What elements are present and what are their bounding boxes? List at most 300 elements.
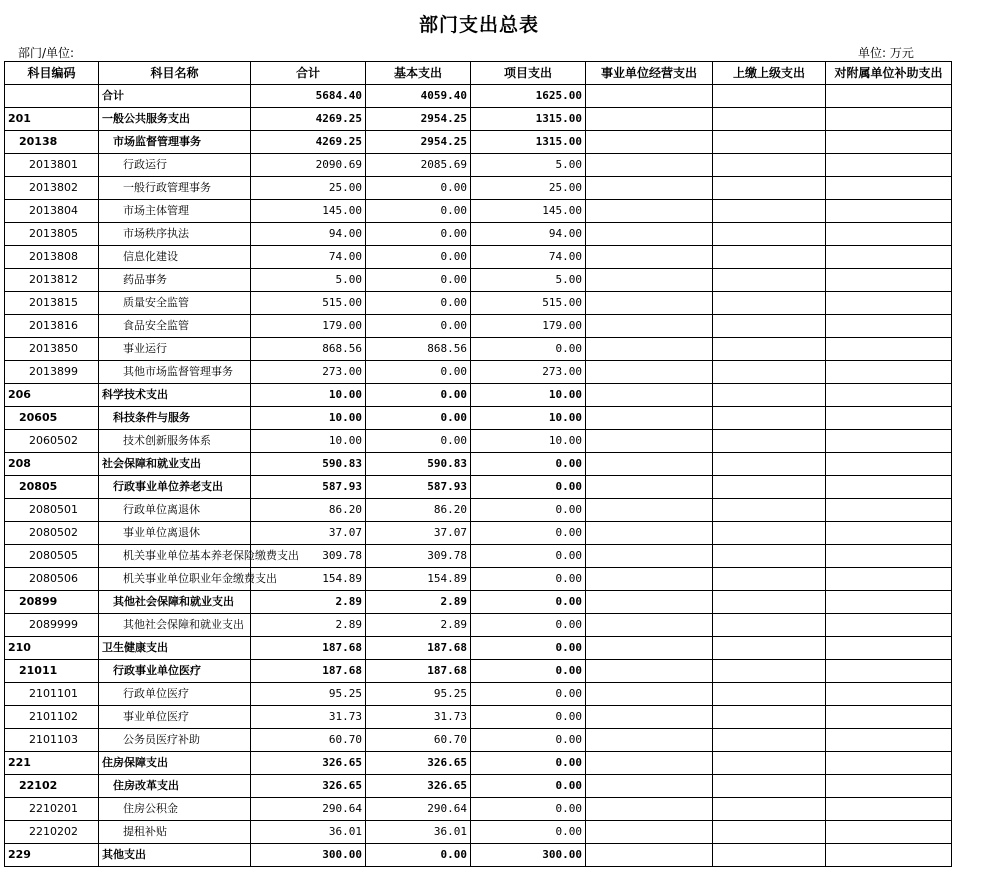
total-cell[interactable]: 4269.25 (251, 108, 366, 131)
name-cell[interactable]: 行政单位医疗 (99, 683, 251, 706)
name-cell[interactable]: 事业单位医疗 (99, 706, 251, 729)
basic-cell[interactable]: 0.00 (366, 361, 471, 384)
project-cell[interactable]: 0.00 (471, 775, 586, 798)
total-cell[interactable]: 25.00 (251, 177, 366, 200)
code-cell[interactable]: 2013805 (5, 223, 99, 246)
name-cell[interactable]: 行政单位离退休 (99, 499, 251, 522)
empty-cell[interactable] (826, 384, 952, 407)
basic-cell[interactable]: 290.64 (366, 798, 471, 821)
empty-cell[interactable] (826, 200, 952, 223)
total-cell[interactable]: 273.00 (251, 361, 366, 384)
name-cell[interactable]: 行政运行 (99, 154, 251, 177)
name-cell[interactable]: 一般行政管理事务 (99, 177, 251, 200)
empty-cell[interactable] (826, 154, 952, 177)
empty-cell[interactable] (826, 108, 952, 131)
name-cell[interactable]: 合计 (99, 85, 251, 108)
empty-cell[interactable] (586, 568, 713, 591)
project-cell[interactable]: 0.00 (471, 729, 586, 752)
empty-cell[interactable] (713, 453, 826, 476)
code-cell[interactable]: 2080505 (5, 545, 99, 568)
empty-cell[interactable] (586, 545, 713, 568)
name-cell[interactable]: 住房改革支出 (99, 775, 251, 798)
page-title: 部门支出总表 (418, 14, 539, 36)
empty-cell[interactable] (713, 338, 826, 361)
project-cell[interactable]: 179.00 (471, 315, 586, 338)
code-cell[interactable] (5, 85, 99, 108)
empty-cell[interactable] (713, 200, 826, 223)
total-cell[interactable]: 587.93 (251, 476, 366, 499)
name-cell[interactable]: 技术创新服务体系 (99, 430, 251, 453)
basic-cell[interactable]: 0.00 (366, 269, 471, 292)
project-cell[interactable]: 0.00 (471, 453, 586, 476)
code-cell[interactable]: 2060502 (5, 430, 99, 453)
basic-cell[interactable]: 326.65 (366, 775, 471, 798)
total-cell[interactable]: 94.00 (251, 223, 366, 246)
table-row (5, 315, 952, 338)
basic-cell[interactable]: 95.25 (366, 683, 471, 706)
empty-cell[interactable] (826, 775, 952, 798)
project-cell[interactable]: 10.00 (471, 407, 586, 430)
name-cell[interactable]: 事业单位离退休 (99, 522, 251, 545)
table-row (5, 200, 952, 223)
basic-cell[interactable]: 0.00 (366, 407, 471, 430)
name-cell[interactable]: 住房公积金 (99, 798, 251, 821)
project-cell[interactable]: 0.00 (471, 591, 586, 614)
basic-cell[interactable]: 0.00 (366, 246, 471, 269)
header-basic[interactable]: 基本支出 (366, 62, 471, 85)
table-row (5, 706, 952, 729)
empty-cell[interactable] (713, 269, 826, 292)
project-cell[interactable]: 5.00 (471, 269, 586, 292)
total-cell[interactable]: 187.68 (251, 637, 366, 660)
code-cell[interactable]: 20138 (5, 131, 99, 154)
empty-cell[interactable] (713, 683, 826, 706)
code-cell[interactable]: 2013899 (5, 361, 99, 384)
basic-cell[interactable]: 2954.25 (366, 131, 471, 154)
basic-cell[interactable]: 0.00 (366, 223, 471, 246)
empty-cell[interactable] (713, 522, 826, 545)
code-cell[interactable]: 20805 (5, 476, 99, 499)
basic-cell[interactable]: 187.68 (366, 637, 471, 660)
project-cell[interactable]: 0.00 (471, 614, 586, 637)
total-cell[interactable]: 179.00 (251, 315, 366, 338)
code-cell[interactable]: 22102 (5, 775, 99, 798)
empty-cell[interactable] (826, 798, 952, 821)
empty-cell[interactable] (586, 729, 713, 752)
code-cell[interactable]: 2101102 (5, 706, 99, 729)
project-cell[interactable]: 74.00 (471, 246, 586, 269)
empty-cell[interactable] (586, 683, 713, 706)
basic-cell[interactable]: 2085.69 (366, 154, 471, 177)
basic-cell[interactable]: 0.00 (366, 177, 471, 200)
project-cell[interactable]: 300.00 (471, 844, 586, 867)
empty-cell[interactable] (713, 706, 826, 729)
basic-cell[interactable]: 2954.25 (366, 108, 471, 131)
empty-cell[interactable] (826, 752, 952, 775)
empty-cell[interactable] (826, 361, 952, 384)
code-cell[interactable]: 229 (5, 844, 99, 867)
total-cell[interactable]: 5.00 (251, 269, 366, 292)
code-cell[interactable]: 2013816 (5, 315, 99, 338)
empty-cell[interactable] (826, 706, 952, 729)
empty-cell[interactable] (586, 200, 713, 223)
empty-cell[interactable] (586, 430, 713, 453)
project-cell[interactable]: 0.00 (471, 821, 586, 844)
empty-cell[interactable] (586, 637, 713, 660)
name-cell[interactable]: 质量安全监管 (99, 292, 251, 315)
empty-cell[interactable] (826, 729, 952, 752)
project-cell[interactable]: 515.00 (471, 292, 586, 315)
empty-cell[interactable] (713, 821, 826, 844)
code-cell[interactable]: 201 (5, 108, 99, 131)
table-row (5, 568, 952, 591)
name-cell[interactable]: 科技条件与服务 (99, 407, 251, 430)
empty-cell[interactable] (586, 384, 713, 407)
empty-cell[interactable] (586, 752, 713, 775)
empty-cell[interactable] (586, 706, 713, 729)
code-cell[interactable]: 2013850 (5, 338, 99, 361)
table-row (5, 131, 952, 154)
name-cell[interactable]: 其他市场监督管理事务 (99, 361, 251, 384)
basic-cell[interactable]: 587.93 (366, 476, 471, 499)
name-cell[interactable]: 行政事业单位养老支出 (99, 476, 251, 499)
project-cell[interactable]: 25.00 (471, 177, 586, 200)
empty-cell[interactable] (586, 177, 713, 200)
empty-cell[interactable] (586, 131, 713, 154)
total-cell[interactable]: 36.01 (251, 821, 366, 844)
project-cell[interactable]: 0.00 (471, 338, 586, 361)
project-cell[interactable]: 0.00 (471, 660, 586, 683)
basic-cell[interactable]: 590.83 (366, 453, 471, 476)
total-cell[interactable]: 10.00 (251, 384, 366, 407)
name-cell[interactable]: 其他支出 (99, 844, 251, 867)
project-cell[interactable]: 0.00 (471, 798, 586, 821)
name-cell[interactable]: 市场主体管理 (99, 200, 251, 223)
project-cell[interactable]: 0.00 (471, 476, 586, 499)
empty-cell[interactable] (826, 246, 952, 269)
empty-cell[interactable] (826, 568, 952, 591)
empty-cell[interactable] (586, 85, 713, 108)
empty-cell[interactable] (586, 591, 713, 614)
total-cell[interactable]: 37.07 (251, 522, 366, 545)
empty-cell[interactable] (713, 844, 826, 867)
project-cell[interactable]: 1315.00 (471, 131, 586, 154)
header-superior[interactable]: 上缴上级支出 (713, 62, 826, 85)
basic-cell[interactable]: 0.00 (366, 844, 471, 867)
code-cell[interactable]: 2089999 (5, 614, 99, 637)
project-cell[interactable]: 0.00 (471, 683, 586, 706)
empty-cell[interactable] (586, 499, 713, 522)
empty-cell[interactable] (586, 269, 713, 292)
empty-cell[interactable] (826, 821, 952, 844)
table-row (5, 85, 952, 108)
basic-cell[interactable]: 36.01 (366, 821, 471, 844)
name-cell[interactable]: 药品事务 (99, 269, 251, 292)
name-cell[interactable]: 市场秩序执法 (99, 223, 251, 246)
name-cell[interactable]: 其他社会保障和就业支出 (99, 591, 251, 614)
total-cell[interactable]: 60.70 (251, 729, 366, 752)
empty-cell[interactable] (826, 223, 952, 246)
basic-cell[interactable]: 187.68 (366, 660, 471, 683)
empty-cell[interactable] (713, 752, 826, 775)
empty-cell[interactable] (826, 522, 952, 545)
empty-cell[interactable] (713, 568, 826, 591)
project-cell[interactable]: 10.00 (471, 430, 586, 453)
total-cell[interactable]: 300.00 (251, 844, 366, 867)
empty-cell[interactable] (713, 775, 826, 798)
empty-cell[interactable] (586, 246, 713, 269)
empty-cell[interactable] (586, 775, 713, 798)
basic-cell[interactable]: 154.89 (366, 568, 471, 591)
code-cell[interactable]: 2013804 (5, 200, 99, 223)
name-cell[interactable]: 提租补贴 (99, 821, 251, 844)
total-cell[interactable]: 187.68 (251, 660, 366, 683)
empty-cell[interactable] (586, 614, 713, 637)
empty-cell[interactable] (586, 453, 713, 476)
header-total[interactable]: 合计 (251, 62, 366, 85)
basic-cell[interactable]: 0.00 (366, 315, 471, 338)
total-cell[interactable]: 515.00 (251, 292, 366, 315)
project-cell[interactable]: 5.00 (471, 154, 586, 177)
empty-cell[interactable] (586, 315, 713, 338)
total-cell[interactable]: 145.00 (251, 200, 366, 223)
total-cell[interactable]: 2090.69 (251, 154, 366, 177)
name-cell[interactable]: 机关事业单位职业年金缴费支出 (99, 568, 251, 591)
empty-cell[interactable] (713, 476, 826, 499)
empty-cell[interactable] (826, 844, 952, 867)
empty-cell[interactable] (586, 660, 713, 683)
basic-cell[interactable]: 0.00 (366, 384, 471, 407)
total-cell[interactable]: 154.89 (251, 568, 366, 591)
total-cell[interactable]: 5684.40 (251, 85, 366, 108)
basic-cell[interactable]: 2.89 (366, 591, 471, 614)
empty-cell[interactable] (586, 108, 713, 131)
empty-cell[interactable] (826, 637, 952, 660)
project-cell[interactable]: 1315.00 (471, 108, 586, 131)
empty-cell[interactable] (586, 223, 713, 246)
header-name[interactable]: 科目名称 (99, 62, 251, 85)
empty-cell[interactable] (826, 292, 952, 315)
total-cell[interactable]: 590.83 (251, 453, 366, 476)
project-cell[interactable]: 0.00 (471, 545, 586, 568)
total-cell[interactable]: 2.89 (251, 614, 366, 637)
project-cell[interactable]: 0.00 (471, 706, 586, 729)
total-cell[interactable]: 10.00 (251, 407, 366, 430)
empty-cell[interactable] (713, 154, 826, 177)
total-cell[interactable]: 326.65 (251, 752, 366, 775)
code-cell[interactable]: 2210201 (5, 798, 99, 821)
table-row (5, 637, 952, 660)
empty-cell[interactable] (586, 361, 713, 384)
empty-cell[interactable] (713, 177, 826, 200)
empty-cell[interactable] (826, 476, 952, 499)
empty-cell[interactable] (713, 131, 826, 154)
empty-cell[interactable] (713, 108, 826, 131)
name-cell[interactable]: 信息化建设 (99, 246, 251, 269)
basic-cell[interactable]: 326.65 (366, 752, 471, 775)
basic-cell[interactable]: 31.73 (366, 706, 471, 729)
empty-cell[interactable] (826, 683, 952, 706)
project-cell[interactable]: 0.00 (471, 568, 586, 591)
header-row (5, 62, 952, 85)
empty-cell[interactable] (826, 453, 952, 476)
empty-cell[interactable] (713, 407, 826, 430)
empty-cell[interactable] (586, 154, 713, 177)
empty-cell[interactable] (586, 522, 713, 545)
empty-cell[interactable] (713, 292, 826, 315)
name-cell[interactable]: 社会保障和就业支出 (99, 453, 251, 476)
empty-cell[interactable] (713, 798, 826, 821)
code-cell[interactable]: 21011 (5, 660, 99, 683)
project-cell[interactable]: 94.00 (471, 223, 586, 246)
table-body (5, 85, 952, 867)
empty-cell[interactable] (713, 591, 826, 614)
empty-cell[interactable] (586, 798, 713, 821)
code-cell[interactable]: 2101103 (5, 729, 99, 752)
name-cell[interactable]: 住房保障支出 (99, 752, 251, 775)
empty-cell[interactable] (713, 315, 826, 338)
project-cell[interactable]: 145.00 (471, 200, 586, 223)
department-label: 部门/单位: (18, 46, 75, 60)
name-cell[interactable]: 机关事业单位基本养老保险缴费支出 (99, 545, 251, 568)
empty-cell[interactable] (826, 85, 952, 108)
empty-cell[interactable] (826, 591, 952, 614)
code-cell[interactable]: 2013808 (5, 246, 99, 269)
basic-cell[interactable]: 309.78 (366, 545, 471, 568)
header-subsidy[interactable]: 对附属单位补助支出 (826, 62, 952, 85)
project-cell[interactable]: 273.00 (471, 361, 586, 384)
empty-cell[interactable] (713, 223, 826, 246)
table-row (5, 821, 952, 844)
empty-cell[interactable] (713, 361, 826, 384)
code-cell[interactable]: 208 (5, 453, 99, 476)
code-cell[interactable]: 20605 (5, 407, 99, 430)
code-cell[interactable]: 2013802 (5, 177, 99, 200)
empty-cell[interactable] (826, 545, 952, 568)
project-cell[interactable]: 0.00 (471, 752, 586, 775)
total-cell[interactable]: 4269.25 (251, 131, 366, 154)
header-business[interactable]: 事业单位经营支出 (586, 62, 713, 85)
project-cell[interactable]: 0.00 (471, 499, 586, 522)
code-cell[interactable]: 2013801 (5, 154, 99, 177)
header-code[interactable]: 科目编码 (5, 62, 99, 85)
code-cell[interactable]: 2101101 (5, 683, 99, 706)
code-cell[interactable]: 20899 (5, 591, 99, 614)
basic-cell[interactable]: 0.00 (366, 200, 471, 223)
empty-cell[interactable] (826, 614, 952, 637)
empty-cell[interactable] (713, 729, 826, 752)
unit-label: 单位: 万元 (858, 46, 914, 60)
name-cell[interactable]: 食品安全监管 (99, 315, 251, 338)
basic-cell[interactable]: 37.07 (366, 522, 471, 545)
code-cell[interactable]: 2080502 (5, 522, 99, 545)
name-cell[interactable]: 其他社会保障和就业支出 (99, 614, 251, 637)
empty-cell[interactable] (713, 85, 826, 108)
name-cell[interactable]: 一般公共服务支出 (99, 108, 251, 131)
name-cell[interactable]: 事业运行 (99, 338, 251, 361)
empty-cell[interactable] (713, 545, 826, 568)
table-row (5, 430, 952, 453)
empty-cell[interactable] (586, 821, 713, 844)
code-cell[interactable]: 2013812 (5, 269, 99, 292)
table-row (5, 361, 952, 384)
total-cell[interactable]: 2.89 (251, 591, 366, 614)
empty-cell[interactable] (586, 844, 713, 867)
empty-cell[interactable] (826, 338, 952, 361)
basic-cell[interactable]: 86.20 (366, 499, 471, 522)
code-cell[interactable]: 2080506 (5, 568, 99, 591)
basic-cell[interactable]: 868.56 (366, 338, 471, 361)
empty-cell[interactable] (713, 637, 826, 660)
code-cell[interactable]: 2210202 (5, 821, 99, 844)
project-cell[interactable]: 1625.00 (471, 85, 586, 108)
table-row (5, 798, 952, 821)
project-cell[interactable]: 0.00 (471, 522, 586, 545)
total-cell[interactable]: 31.73 (251, 706, 366, 729)
empty-cell[interactable] (826, 269, 952, 292)
code-cell[interactable]: 210 (5, 637, 99, 660)
basic-cell[interactable]: 4059.40 (366, 85, 471, 108)
total-cell[interactable]: 290.64 (251, 798, 366, 821)
code-cell[interactable]: 2080501 (5, 499, 99, 522)
total-cell[interactable]: 326.65 (251, 775, 366, 798)
table-row (5, 177, 952, 200)
header-project[interactable]: 项目支出 (471, 62, 586, 85)
empty-cell[interactable] (826, 131, 952, 154)
name-cell[interactable]: 公务员医疗补助 (99, 729, 251, 752)
code-cell[interactable]: 221 (5, 752, 99, 775)
name-cell[interactable]: 行政事业单位医疗 (99, 660, 251, 683)
empty-cell[interactable] (586, 292, 713, 315)
table-row (5, 775, 952, 798)
empty-cell[interactable] (713, 499, 826, 522)
empty-cell[interactable] (826, 177, 952, 200)
total-cell[interactable]: 86.20 (251, 499, 366, 522)
project-cell[interactable]: 0.00 (471, 637, 586, 660)
empty-cell[interactable] (586, 338, 713, 361)
total-cell[interactable]: 868.56 (251, 338, 366, 361)
empty-cell[interactable] (826, 407, 952, 430)
total-cell[interactable]: 74.00 (251, 246, 366, 269)
basic-cell[interactable]: 0.00 (366, 292, 471, 315)
empty-cell[interactable] (826, 315, 952, 338)
basic-cell[interactable]: 0.00 (366, 430, 471, 453)
empty-cell[interactable] (586, 407, 713, 430)
empty-cell[interactable] (713, 660, 826, 683)
empty-cell[interactable] (586, 476, 713, 499)
empty-cell[interactable] (713, 614, 826, 637)
empty-cell[interactable] (713, 430, 826, 453)
total-cell[interactable]: 309.78 (251, 545, 366, 568)
empty-cell[interactable] (713, 384, 826, 407)
empty-cell[interactable] (826, 660, 952, 683)
total-cell[interactable]: 95.25 (251, 683, 366, 706)
empty-cell[interactable] (826, 430, 952, 453)
project-cell[interactable]: 10.00 (471, 384, 586, 407)
basic-cell[interactable]: 60.70 (366, 729, 471, 752)
name-cell[interactable]: 科学技术支出 (99, 384, 251, 407)
table-row (5, 752, 952, 775)
total-cell[interactable]: 10.00 (251, 430, 366, 453)
empty-cell[interactable] (713, 246, 826, 269)
table-row (5, 545, 952, 568)
code-cell[interactable]: 2013815 (5, 292, 99, 315)
empty-cell[interactable] (826, 499, 952, 522)
name-cell[interactable]: 市场监督管理事务 (99, 131, 251, 154)
code-cell[interactable]: 206 (5, 384, 99, 407)
basic-cell[interactable]: 2.89 (366, 614, 471, 637)
name-cell[interactable]: 卫生健康支出 (99, 637, 251, 660)
